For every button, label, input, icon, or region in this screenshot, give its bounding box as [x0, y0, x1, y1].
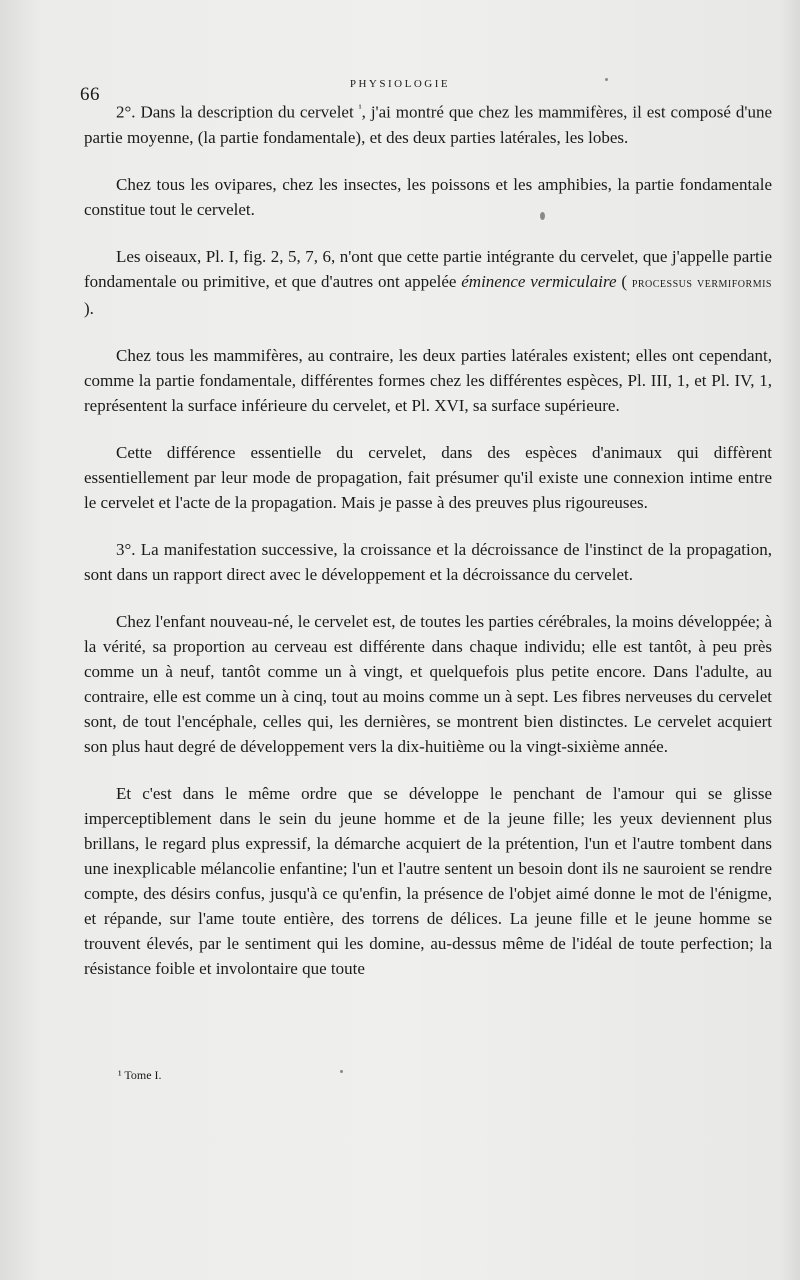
page-number: 66	[80, 84, 100, 105]
italic-term: éminence vermiculaire	[461, 271, 617, 291]
paragraph-difference: Cette différence essentielle du cervelet, dans des espèces d'animaux qui diffèrent essentiellement par leur mode de propagation, fait présumer qu'il existe une connexion intime entre le cervelet et l'acte de la propagation. Mais je passe à des preuves plus rigoureuses.	[84, 442, 772, 512]
running-head: PHYSIOLOGIE	[349, 78, 451, 90]
paragraph-ovipares: Chez tous les ovipares, chez les insectes, les poissons et les amphibies, la partie fondamentale constitue tout le cervelet.	[84, 174, 772, 219]
ink-speck	[605, 78, 608, 81]
latin-term: processus vermiformis	[631, 275, 772, 291]
paragraph-amour: Et c'est dans le même ordre que se développe le penchant de l'amour qui se glisse imperceptiblement dans le sein du jeune homme et de la jeune fille; les yeux deviennent plus brillans, le regard plus expressif, la démarche acquiert de la prétention, l'un et l'autre tombent dans une inexplicable mélancolie enfantine; l'un et l'autre sentent un besoin dont ils ne sauroient se rendre compte, des désirs confus, jusqu'à ce qu'enfin, la présence de l'objet aimé donne le mot de l'énigme, et répande, sur l'ame toute entière, des torrens de délices. La jeune fille et le jeune homme se trouvent élevés, par le sentiment qui les domine, au-dessus même de l'idéal de toute perfection; la résistance foible et involontaire que toute	[84, 783, 772, 978]
ink-speck	[340, 1070, 343, 1073]
paragraph-cervelet-description: 2°. Dans la description du cervelet $^{^1}$, j'ai montré que chez les mammifères, il est composé d'une partie moyenne, (la partie fondamentale), et des deux parties latérales, les lobes.	[84, 102, 772, 147]
body-text	[84, 96, 772, 981]
footnote: ¹ Tome I.	[118, 1068, 162, 1082]
paragraph-manifestation: 3°. La manifestation successive, la croissance et la décroissance de l'instinct de la propagation, sont dans un rapport direct avec le développement et la décroissance du cervelet.	[84, 539, 772, 584]
paragraph-enfant: Chez l'enfant nouveau-né, le cervelet est, de toutes les parties cérébrales, la moins développée; à la vérité, sa proportion au cerveau est différente dans chaque individu; elle est tantôt, à peu près comme un à neuf, tantôt comme un à vingt, et quelquefois plus petite encore. Dans l'adulte, au contraire, elle est comme un à cinq, tout au moins comme un à sept. Les fibres nerveuses du cervelet sont, de tout l'encéphale, celles qui, les dernières, se montrent bien distinctes. Le cervelet acquiert son plus haut degré de développement vers la dix-huitième ou la vingt-sixième année.	[84, 611, 772, 756]
paragraph-mammiferes: Chez tous les mammifères, au contraire, les deux parties latérales existent; elles ont cependant, comme la partie fondamentale, différentes formes chez les différentes espèces, Pl. III, 1, et Pl. IV, 1, représentent la surface inférieure du cervelet, et Pl. XVI, sa surface supérieure.	[84, 345, 772, 415]
ink-speck	[540, 212, 545, 220]
footnote-reference: ¹	[358, 103, 362, 114]
paragraph-oiseaux: Les oiseaux, Pl. I, fig. 2, 5, 7, 6, n'ont que cette partie intégrante du cervelet, que j'appelle partie fondamentale ou primitive, et que d'autres ont appelée éminence vermiculaire ( processus vermiformis ).	[84, 246, 772, 318]
